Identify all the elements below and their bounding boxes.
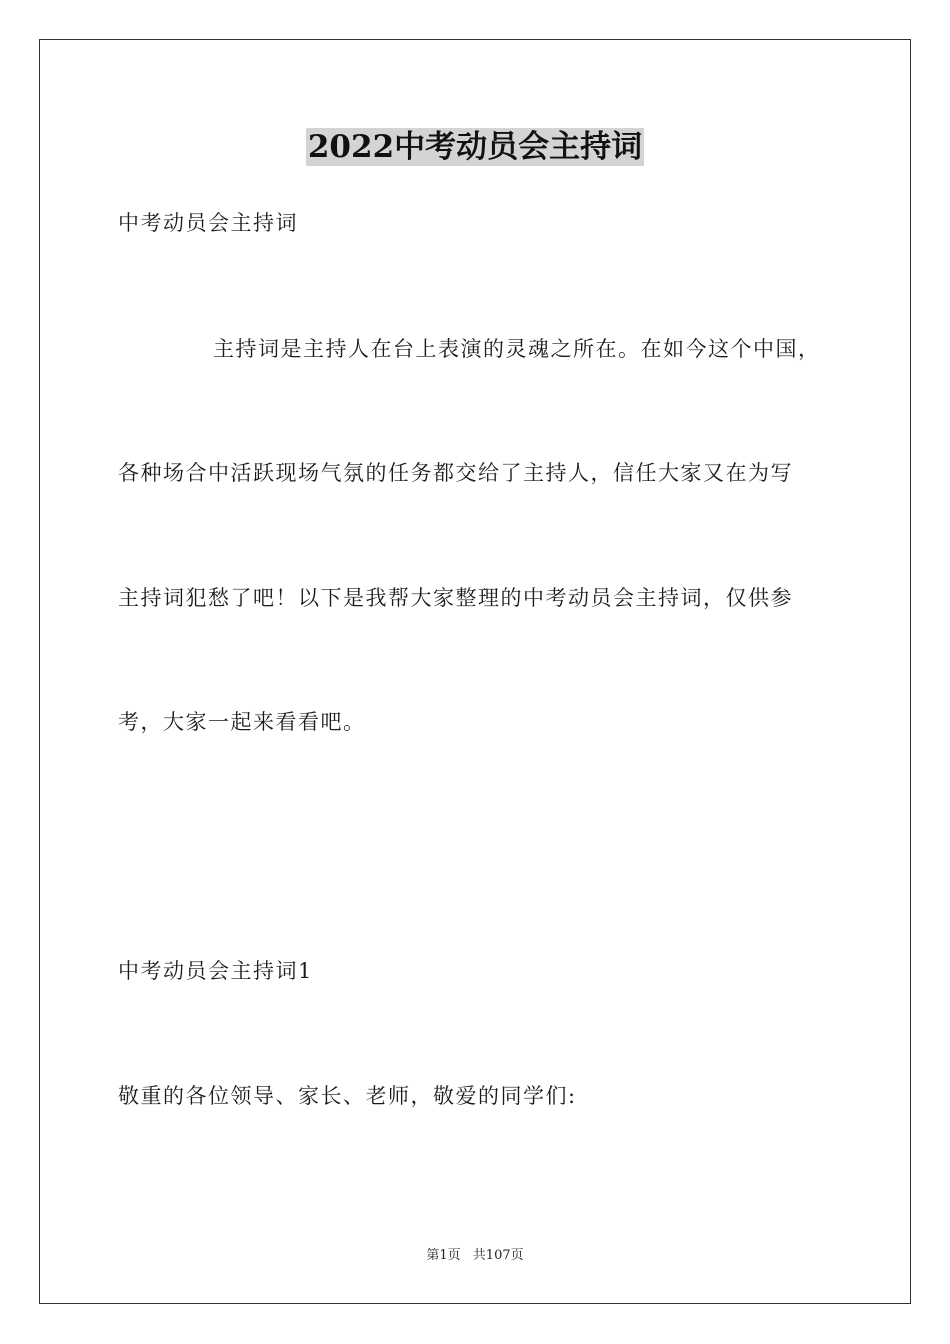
page-footer <box>0 1247 950 1265</box>
section-heading: 中考动员会主持词1 <box>118 959 313 983</box>
page-number: 第1页 <box>426 1248 461 1263</box>
total-pages: 共107页 <box>472 1248 524 1263</box>
paragraph-line: 各种场合中活跃现场气氛的任务都交给了主持人，信任大家又在为写 <box>118 461 793 485</box>
paragraph-line: 主持词犯愁了吧！以下是我帮大家整理的中考动员会主持词，仅供参 <box>118 586 793 610</box>
document-subtitle: 中考动员会主持词 <box>118 211 298 235</box>
title-container <box>0 128 950 166</box>
greeting-line: 敬重的各位领导、家长、老师，敬爱的同学们: <box>118 1084 577 1108</box>
paragraph-line: 考，大家一起来看看吧。 <box>118 710 366 734</box>
document-title: 2022中考动员会主持词 <box>307 129 643 165</box>
paragraph-line: 主持词是主持人在台上表演的灵魂之所在。在如今这个中国， <box>213 337 821 361</box>
